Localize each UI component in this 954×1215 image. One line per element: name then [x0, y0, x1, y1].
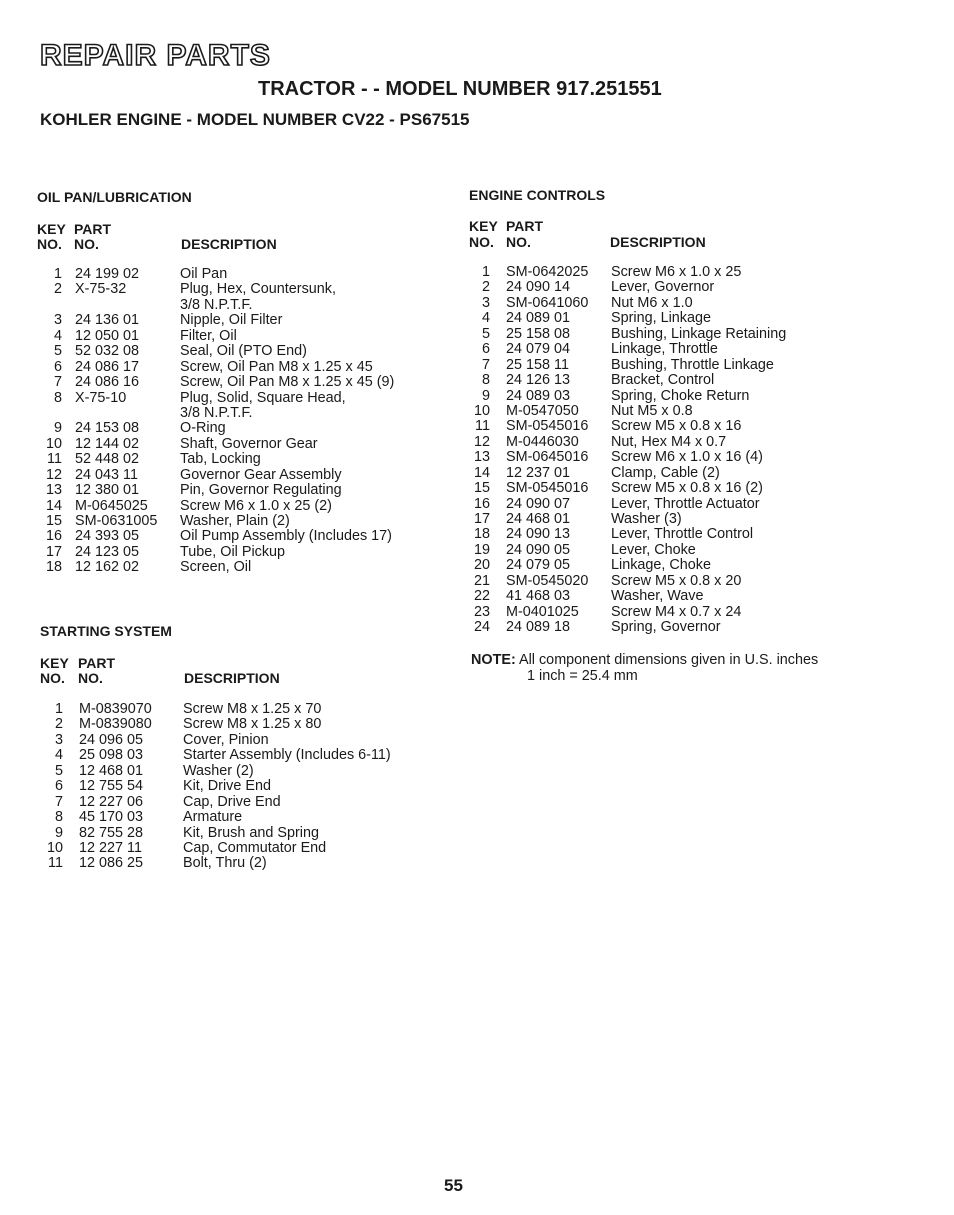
part-description: Bolt, Thru (2): [183, 855, 267, 872]
oil-pan-section-title: OIL PAN/LUBRICATION: [37, 189, 192, 205]
part-description: Washer, Plain (2): [180, 513, 290, 529]
part-number: M-0645025: [75, 497, 148, 514]
parts-row: [462, 311, 862, 326]
part-description: Oil Pan: [180, 266, 228, 282]
parts-row: [30, 764, 430, 779]
key-number: 6: [53, 358, 62, 375]
part-number: 12 755 54: [79, 778, 144, 795]
part-description: Spring, Linkage: [611, 310, 712, 327]
parts-row: [462, 296, 862, 311]
parts-row: [30, 282, 430, 297]
key-number: 4: [481, 310, 490, 327]
oil-pan-description-label: DESCRIPTION: [181, 236, 277, 252]
part-description: Cover, Pinion: [183, 731, 269, 748]
starting-part-no-label: NO.: [78, 670, 103, 686]
part-number: 24 043 11: [75, 466, 138, 483]
part-number: 25 098 03: [79, 747, 144, 764]
key-number: 10: [473, 402, 490, 419]
parts-row: [462, 280, 862, 295]
part-description: Oil Pump Assembly (Includes 17): [180, 528, 392, 545]
starting-key-no-label: NO.: [40, 670, 65, 686]
parts-row: [30, 360, 430, 375]
controls-part-no-label: NO.: [506, 234, 531, 250]
key-number: 22: [473, 588, 490, 605]
parts-row: [30, 421, 430, 436]
part-number: SM-0545016: [506, 480, 589, 497]
key-number: 21: [473, 572, 490, 589]
part-number: 24 153 08: [75, 420, 140, 437]
parts-row: [30, 826, 430, 841]
parts-row: [462, 404, 862, 419]
part-number: 24 090 13: [506, 526, 571, 543]
key-number: 8: [53, 389, 62, 406]
part-number: 12 144 02: [75, 435, 140, 452]
part-number: M-0547050: [506, 402, 579, 419]
part-number: 24 090 07: [506, 495, 571, 512]
key-number: 17: [473, 511, 490, 527]
part-description: Seal, Oil (PTO End): [180, 343, 307, 360]
part-description: Armature: [183, 809, 243, 826]
part-description: 3/8 N.P.T.F.: [180, 404, 253, 421]
parts-row: [462, 512, 862, 527]
part-number: 12 162 02: [75, 559, 140, 576]
key-number: 10: [45, 435, 62, 452]
part-description: Plug, Hex, Countersunk,: [180, 281, 336, 298]
engine-model-title: KOHLER ENGINE - MODEL NUMBER CV22 - PS67515: [40, 110, 470, 129]
part-number: M-0446030: [506, 433, 579, 450]
page-number: 55: [444, 1176, 463, 1195]
part-description: Lever, Throttle Actuator: [611, 495, 760, 512]
part-number: 24 123 05: [75, 543, 140, 560]
parts-row: [30, 437, 430, 452]
part-description: Tab, Locking: [180, 451, 261, 468]
part-number: 25 158 11: [506, 356, 569, 373]
part-number: 24 086 17: [75, 358, 140, 375]
part-description: Screw M6 x 1.0 x 25: [611, 264, 742, 280]
part-description: Nut M6 x 1.0: [611, 294, 693, 311]
engine-controls-parts-list: [462, 265, 862, 636]
part-number: 12 237 01: [506, 464, 571, 481]
part-description: Nipple, Oil Filter: [180, 312, 283, 329]
part-number: 24 089 03: [506, 387, 571, 404]
key-number: 13: [473, 449, 490, 466]
key-number: 18: [473, 526, 490, 543]
key-number: 1: [54, 701, 63, 717]
key-number: 4: [54, 747, 63, 764]
parts-row: [30, 779, 430, 794]
part-description: Lever, Choke: [611, 541, 696, 558]
part-description: Screw M6 x 1.0 x 16 (4): [611, 449, 763, 466]
oil-pan-parts-list: [30, 267, 430, 576]
part-number: 24 393 05: [75, 528, 140, 545]
parts-row: [30, 406, 430, 421]
starting-part-label: PART: [78, 655, 116, 671]
part-number: 12 227 11: [79, 839, 142, 856]
parts-row: [462, 358, 862, 373]
part-number: SM-0631005: [75, 513, 158, 529]
key-number: 3: [54, 731, 63, 748]
parts-row: [30, 375, 430, 390]
part-description: Screen, Oil: [180, 559, 252, 576]
parts-row: [30, 856, 430, 871]
key-number: 11: [47, 451, 62, 468]
part-description: Screw M4 x 0.7 x 24: [611, 603, 742, 620]
key-number: 16: [473, 495, 490, 512]
key-number: 3: [53, 312, 62, 329]
part-description: Bushing, Linkage Retaining: [611, 325, 787, 342]
parts-row: [462, 327, 862, 342]
part-number: X-75-32: [75, 281, 127, 298]
parts-row: [30, 267, 430, 282]
parts-row: [30, 452, 430, 467]
key-number: 7: [481, 356, 490, 373]
controls-part-label: PART: [506, 218, 544, 234]
parts-row: [462, 497, 862, 512]
parts-row: [462, 527, 862, 542]
key-number: 8: [481, 372, 490, 389]
parts-row: [30, 529, 430, 544]
key-number: 14: [45, 497, 62, 514]
key-number: 2: [54, 716, 63, 733]
part-number: 12 380 01: [75, 482, 140, 499]
parts-row: [30, 391, 430, 406]
key-number: 7: [53, 374, 62, 391]
key-number: 13: [45, 482, 62, 499]
oil-pan-key-label: KEY: [37, 221, 66, 237]
key-number: 1: [53, 266, 62, 282]
part-number: X-75-10: [75, 389, 127, 406]
part-number: M-0839080: [79, 716, 152, 733]
part-description: Spring, Governor: [611, 619, 721, 636]
parts-row: [30, 298, 430, 313]
part-description: Cap, Commutator End: [183, 839, 327, 856]
part-description: O-Ring: [180, 420, 226, 437]
parts-row: [462, 558, 862, 573]
starting-system-parts-list: [30, 702, 430, 872]
part-number: SM-0645016: [506, 449, 589, 466]
key-number: 15: [45, 513, 62, 529]
key-number: 24: [473, 619, 490, 636]
key-number: 20: [473, 557, 490, 574]
oil-pan-part-label: PART: [74, 221, 112, 237]
part-number: 24 136 01: [75, 312, 140, 329]
starting-key-label: KEY: [40, 655, 69, 671]
part-description: Screw M5 x 0.8 x 20: [611, 572, 742, 589]
part-description: Tube, Oil Pickup: [180, 543, 286, 560]
key-number: 19: [473, 541, 490, 558]
part-description: Pin, Governor Regulating: [180, 482, 342, 499]
parts-row: [462, 342, 862, 357]
parts-row: [462, 589, 862, 604]
part-number: SM-0545016: [506, 418, 589, 435]
parts-row: [30, 810, 430, 825]
part-description: Bushing, Throttle Linkage: [611, 356, 774, 373]
part-description: Nut, Hex M4 x 0.7: [611, 433, 727, 450]
part-description: Governor Gear Assembly: [180, 466, 342, 483]
parts-row: [462, 265, 862, 280]
part-number: 24 079 04: [506, 341, 571, 358]
part-number: 41 468 03: [506, 588, 571, 605]
page-title: REPAIR PARTS: [40, 39, 271, 72]
starting-description-label: DESCRIPTION: [184, 670, 280, 686]
oil-pan-part-no-label: NO.: [74, 236, 99, 252]
part-description: Filter, Oil: [180, 327, 237, 344]
parts-row: [462, 466, 862, 481]
parts-row: [462, 389, 862, 404]
part-number: 12 050 01: [75, 327, 140, 344]
part-description: Linkage, Choke: [611, 557, 712, 574]
note-label: NOTE:: [471, 652, 516, 668]
parts-row: [30, 514, 430, 529]
key-number: 9: [54, 824, 63, 841]
part-description: Shaft, Governor Gear: [180, 435, 318, 452]
part-number: 24 089 01: [506, 310, 571, 327]
part-description: Starter Assembly (Includes 6-11): [183, 747, 391, 764]
parts-row: [462, 450, 862, 465]
parts-row: [462, 543, 862, 558]
key-number: 2: [53, 281, 62, 298]
part-number: 12 086 25: [79, 855, 144, 872]
parts-row: [30, 499, 430, 514]
part-number: SM-0642025: [506, 264, 589, 280]
parts-row: [30, 329, 430, 344]
part-number: SM-0545020: [506, 572, 589, 589]
part-description: Spring, Choke Return: [611, 387, 750, 404]
parts-row: [30, 344, 430, 359]
part-description: Screw, Oil Pan M8 x 1.25 x 45: [180, 358, 373, 375]
part-number: 45 170 03: [79, 809, 144, 826]
parts-row: [30, 702, 430, 717]
parts-row: [30, 795, 430, 810]
key-number: 23: [473, 603, 490, 620]
part-number: 25 158 08: [506, 325, 571, 342]
tractor-model-title: TRACTOR - - MODEL NUMBER 917.251551: [258, 78, 662, 100]
parts-row: [462, 620, 862, 635]
part-description: Screw M5 x 0.8 x 16: [611, 418, 742, 435]
key-number: 7: [54, 793, 63, 810]
part-description: Cap, Drive End: [183, 793, 281, 810]
key-number: 15: [473, 480, 490, 497]
parts-row: [30, 841, 430, 856]
part-number: 24 079 05: [506, 557, 571, 574]
parts-row: [462, 574, 862, 589]
controls-key-no-label: NO.: [469, 234, 494, 250]
key-number: 11: [475, 418, 490, 435]
key-number: 11: [48, 855, 63, 872]
parts-row: [462, 605, 862, 620]
key-number: 10: [46, 839, 63, 856]
key-number: 4: [53, 327, 62, 344]
part-number: 82 755 28: [79, 824, 144, 841]
part-description: Lever, Governor: [611, 279, 715, 296]
parts-row: [462, 435, 862, 450]
part-number: 24 096 05: [79, 731, 144, 748]
key-number: 3: [481, 294, 490, 311]
key-number: 8: [54, 809, 63, 826]
part-number: 24 090 14: [506, 279, 571, 296]
key-number: 5: [54, 762, 63, 779]
key-number: 9: [53, 420, 62, 437]
part-number: 12 227 06: [79, 793, 144, 810]
parts-row: [30, 560, 430, 575]
oil-pan-key-no-label: NO.: [37, 236, 62, 252]
parts-row: [462, 373, 862, 388]
key-number: 18: [45, 559, 62, 576]
parts-row: [462, 481, 862, 496]
key-number: 16: [45, 528, 62, 545]
part-description: Kit, Drive End: [183, 778, 271, 795]
part-number: M-0839070: [79, 701, 152, 717]
key-number: 17: [45, 543, 62, 560]
part-number: SM-0641060: [506, 294, 589, 311]
part-description: Screw M8 x 1.25 x 80: [183, 716, 322, 733]
key-number: 1: [481, 264, 490, 280]
parts-row: [462, 419, 862, 434]
key-number: 9: [481, 387, 490, 404]
key-number: 12: [473, 433, 490, 450]
part-description: Linkage, Throttle: [611, 341, 718, 358]
parts-row: [30, 717, 430, 732]
key-number: 5: [481, 325, 490, 342]
part-number: 52 448 02: [75, 451, 140, 468]
part-number: 24 468 01: [506, 511, 571, 527]
note-line-2: 1 inch = 25.4 mm: [527, 668, 638, 684]
note-line-1: [471, 652, 818, 668]
parts-row: [30, 483, 430, 498]
controls-key-label: KEY: [469, 218, 498, 234]
part-description: Screw, Oil Pan M8 x 1.25 x 45 (9): [180, 374, 395, 391]
part-description: 3/8 N.P.T.F.: [180, 296, 253, 313]
parts-row: [30, 545, 430, 560]
part-description: Lever, Throttle Control: [611, 526, 754, 543]
part-description: Washer, Wave: [611, 588, 704, 605]
part-description: Screw M8 x 1.25 x 70: [183, 701, 322, 717]
part-number: 24 089 18: [506, 619, 571, 636]
key-number: 5: [53, 343, 62, 360]
note-text: All component dimensions given in U.S. inches: [519, 652, 819, 668]
parts-row: [30, 733, 430, 748]
parts-row: [30, 468, 430, 483]
key-number: 2: [481, 279, 490, 296]
part-description: Plug, Solid, Square Head,: [180, 389, 346, 406]
parts-row: [30, 313, 430, 328]
part-description: Washer (3): [611, 511, 682, 527]
key-number: 6: [54, 778, 63, 795]
controls-description-label: DESCRIPTION: [610, 234, 706, 250]
part-number: 24 126 13: [506, 372, 571, 389]
part-description: Screw M5 x 0.8 x 16 (2): [611, 480, 763, 497]
part-description: Nut M5 x 0.8: [611, 402, 693, 419]
part-number: 24 086 16: [75, 374, 140, 391]
part-number: 24 199 02: [75, 266, 140, 282]
part-description: Clamp, Cable (2): [611, 464, 720, 481]
part-description: Washer (2): [183, 762, 254, 779]
key-number: 14: [473, 464, 490, 481]
key-number: 6: [481, 341, 490, 358]
part-description: Screw M6 x 1.0 x 25 (2): [180, 497, 332, 514]
part-number: 24 090 05: [506, 541, 571, 558]
parts-row: [30, 748, 430, 763]
part-description: Kit, Brush and Spring: [183, 824, 319, 841]
starting-system-section-title: STARTING SYSTEM: [40, 623, 172, 639]
part-description: Bracket, Control: [611, 372, 715, 389]
engine-controls-section-title: ENGINE CONTROLS: [469, 187, 606, 203]
key-number: 12: [45, 466, 62, 483]
part-number: 52 032 08: [75, 343, 140, 360]
part-number: 12 468 01: [79, 762, 144, 779]
part-number: M-0401025: [506, 603, 579, 620]
